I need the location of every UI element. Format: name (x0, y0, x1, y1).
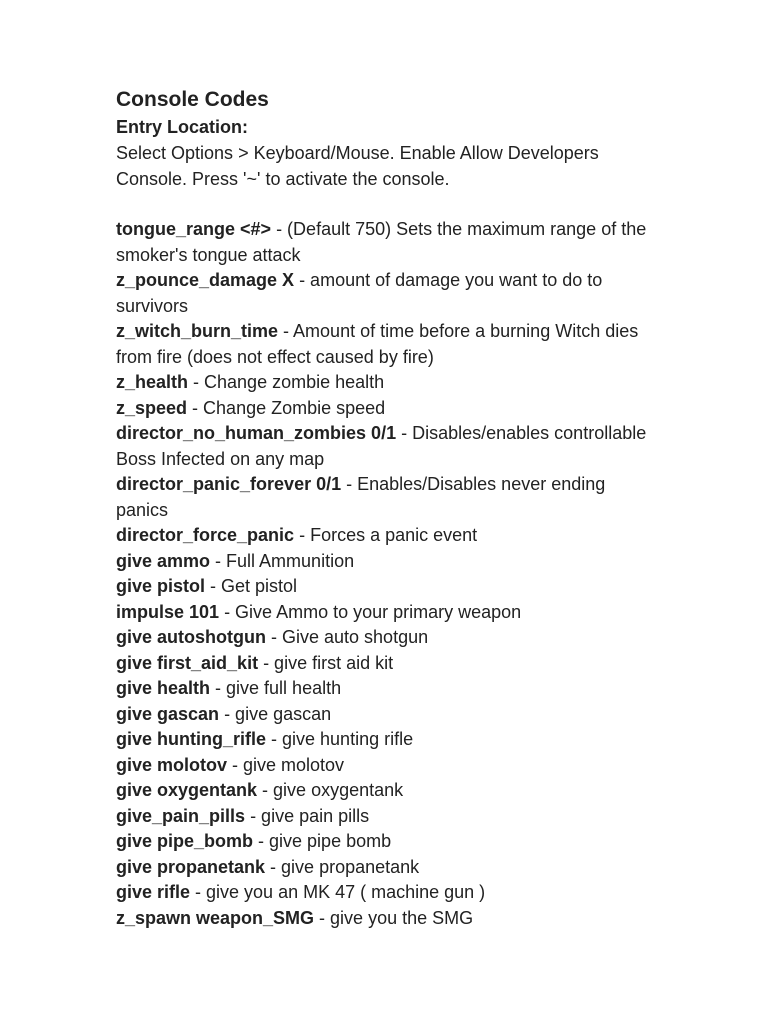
code-description: - give molotov (227, 754, 345, 775)
code-description: - Forces a panic event (294, 525, 478, 545)
code-item (116, 574, 661, 600)
code-item (116, 523, 661, 549)
code-command: give gascan (116, 703, 220, 724)
code-description: - give first aid kit (258, 652, 394, 673)
code-description: - Enables/Disables never ending panics (116, 474, 606, 520)
code-description: - Full Ammunition (210, 550, 355, 571)
code-item (116, 625, 661, 651)
code-description: - Amount of time before a burning Witch dies from fire (does not effect caused by fire) (116, 321, 639, 367)
code-description: - (Default 750) Sets the maximum range of the smoker's tongue attack (116, 219, 647, 265)
code-command: give rifle (116, 882, 191, 902)
code-description: - give oxygentank (257, 780, 404, 800)
code-command: give propanetank (116, 856, 266, 877)
code-description: - give pain pills (245, 805, 370, 826)
code-description: - amount of damage you want to do to survivors (116, 270, 603, 316)
code-command: give_pain_pills (116, 805, 246, 826)
code-description: - give full health (210, 678, 342, 698)
code-description: - give pipe bomb (253, 831, 392, 851)
code-command: give molotov (116, 754, 228, 775)
code-description: - give you an MK 47 ( machine gun ) (190, 882, 486, 902)
code-command: z_health (116, 372, 189, 392)
code-description: - give propanetank (265, 856, 420, 877)
code-command: give first_aid_kit (116, 652, 259, 673)
code-item (116, 421, 661, 472)
code-item (116, 217, 661, 268)
document-page (116, 86, 736, 931)
code-item (116, 600, 661, 626)
code-command: z_spawn weapon_SMG (116, 907, 315, 928)
code-item (116, 880, 661, 906)
code-command: give oxygentank (116, 780, 258, 800)
code-command: give hunting_rifle (116, 729, 267, 749)
code-command: give ammo (116, 550, 211, 571)
document-title: Console Codes (116, 88, 269, 111)
code-item (116, 727, 661, 753)
code-item (116, 855, 661, 881)
code-description: - Give Ammo to your primary weapon (219, 601, 522, 622)
code-command: give pistol (116, 576, 206, 596)
code-command: director_no_human_zombies 0/1 (116, 423, 397, 443)
code-command: impulse 101 (116, 601, 220, 622)
entry-location-heading: Entry Location: (116, 117, 249, 137)
code-item (116, 753, 661, 779)
code-command: z_witch_burn_time (116, 321, 279, 341)
code-item (116, 319, 661, 370)
code-description: - Change zombie health (188, 372, 385, 392)
code-description: - give gascan (219, 703, 332, 724)
code-description: - give hunting rifle (266, 729, 414, 749)
code-command: tongue_range <#> (116, 219, 272, 239)
code-item (116, 472, 661, 523)
code-command: give pipe_bomb (116, 831, 254, 851)
code-command: z_pounce_damage X (116, 270, 295, 290)
code-item (116, 396, 661, 422)
entry-location-text: Select Options > Keyboard/Mouse. Enable Allow Developers Console. Press '~' to activate the console. (116, 143, 599, 189)
code-item (116, 829, 661, 855)
code-command: give autoshotgun (116, 627, 266, 647)
code-command: director_force_panic (116, 525, 295, 545)
code-description: - Give auto shotgun (266, 627, 429, 647)
code-command: director_panic_forever 0/1 (116, 474, 342, 494)
code-command: give health (116, 678, 211, 698)
code-description: - Get pistol (205, 576, 298, 596)
code-item (116, 676, 661, 702)
code-item (116, 804, 661, 830)
code-item (116, 778, 661, 804)
code-item (116, 549, 661, 575)
code-item (116, 370, 661, 396)
code-description: - Disables/enables controllable Boss Infected on any map (116, 423, 647, 469)
code-item (116, 906, 661, 932)
code-item (116, 268, 661, 319)
code-description: - Change Zombie speed (187, 397, 386, 418)
code-command: z_speed (116, 397, 188, 418)
console-code-list (116, 217, 736, 931)
code-item (116, 651, 661, 677)
code-item (116, 702, 661, 728)
code-description: - give you the SMG (314, 907, 474, 928)
